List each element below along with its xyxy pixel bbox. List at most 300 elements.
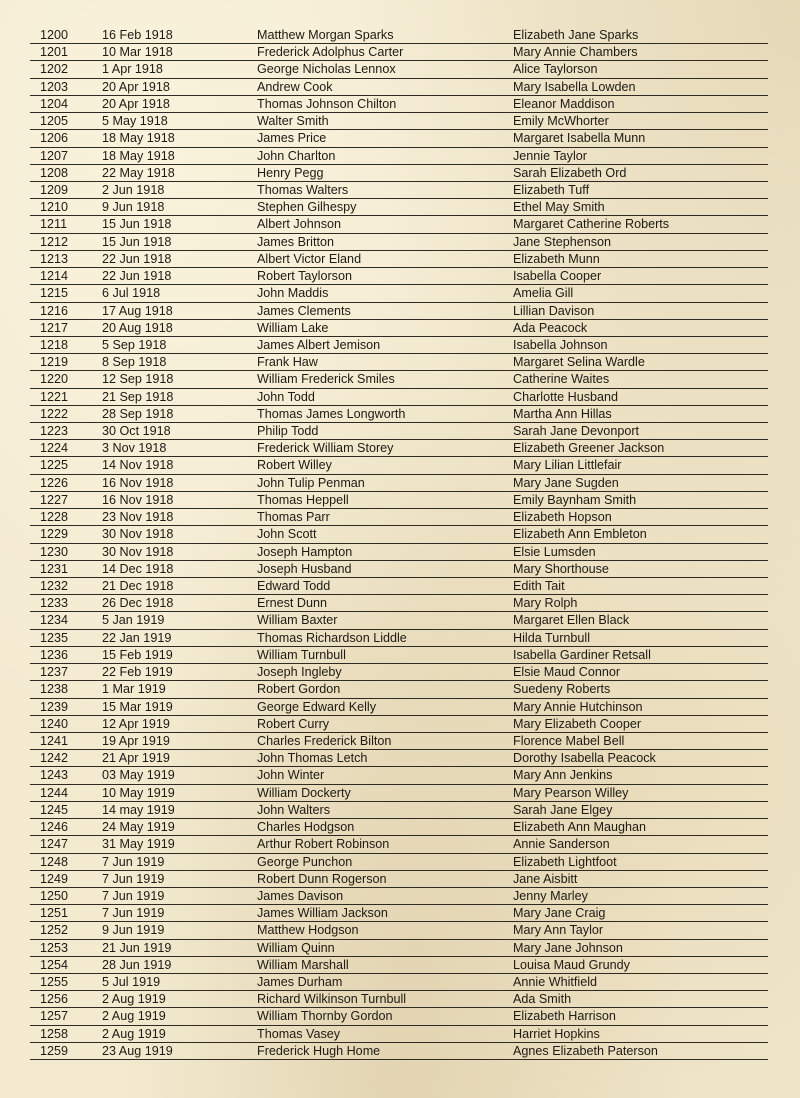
groom-name: James Durham: [257, 975, 343, 990]
groom-name: Philip Todd: [257, 424, 319, 439]
bride-name: Elizabeth Ann Embleton: [513, 527, 647, 542]
entry-number: 1203: [40, 79, 69, 94]
bride-name: Elsie Lumsden: [513, 544, 596, 559]
entry-number: 1222: [40, 406, 69, 421]
groom-name: James Price: [257, 131, 327, 146]
bride-name: Mary Jane Craig: [513, 906, 606, 921]
entry-number: 1253: [40, 940, 69, 955]
entry-number: 1223: [40, 424, 69, 439]
marriage-date: 20 Apr 1918: [102, 96, 170, 111]
marriage-date: 22 Jun 1918: [102, 269, 172, 284]
marriage-date: 12 Apr 1919: [102, 716, 170, 731]
bride-name: Jenny Marley: [513, 888, 588, 903]
marriage-date: 21 Dec 1918: [102, 579, 174, 593]
marriage-date: 15 Mar 1919: [102, 699, 173, 714]
entry-number: 1238: [40, 682, 69, 697]
bride-name: Lillian Davison: [513, 303, 595, 318]
entry-number: 1221: [40, 389, 69, 404]
bride-name: Isabella Johnson: [513, 337, 608, 352]
entry-number: 1205: [40, 114, 69, 129]
groom-name: William Marshall: [257, 957, 349, 972]
entry-number: 1225: [40, 458, 69, 473]
register-row: [30, 234, 768, 251]
register-row: [30, 44, 768, 61]
register-row: [30, 285, 768, 302]
entry-number: 1234: [40, 613, 69, 628]
bride-name: Sarah Jane Devonport: [513, 424, 640, 439]
bride-name: Mary Annie Hutchinson: [513, 699, 643, 714]
bride-name: Charlotte Husband: [513, 389, 619, 404]
marriage-date: 20 Apr 1918: [102, 79, 170, 94]
entry-number: 1259: [40, 1043, 69, 1058]
marriage-date: 2 Aug 1919: [102, 1009, 166, 1024]
marriage-date: 31 May 1919: [102, 837, 175, 852]
bride-name: Elizabeth Tuff: [513, 182, 590, 197]
marriage-date: 22 Jun 1918: [102, 251, 172, 266]
bride-name: Sarah Elizabeth Ord: [513, 165, 627, 180]
marriage-date: 15 Feb 1919: [102, 647, 173, 662]
register-row: [30, 595, 768, 612]
marriage-date: 2 Aug 1919: [102, 1026, 166, 1041]
register-row: [30, 406, 768, 423]
entry-number: 1200: [40, 28, 69, 42]
register-row: [30, 544, 768, 561]
marriage-date: 9 Jun 1919: [102, 923, 165, 938]
bride-name: Dorothy Isabella Peacock: [513, 751, 656, 766]
bride-name: Jennie Taylor: [513, 148, 587, 163]
register-row: [30, 251, 768, 268]
register-row: [30, 148, 768, 165]
groom-name: Robert Curry: [257, 716, 330, 731]
register-row: [30, 922, 768, 939]
entry-number: 1235: [40, 630, 69, 645]
groom-name: Matthew Hodgson: [257, 923, 359, 938]
entry-number: 1232: [40, 579, 69, 593]
entry-number: 1252: [40, 923, 69, 938]
bride-name: Isabella Cooper: [513, 269, 602, 284]
bride-name: Elizabeth Munn: [513, 251, 600, 266]
bride-name: Ada Smith: [513, 992, 572, 1007]
marriage-date: 21 Sep 1918: [102, 389, 174, 404]
entry-number: 1229: [40, 527, 69, 542]
register-row: [30, 750, 768, 767]
marriage-date: 28 Jun 1919: [102, 957, 172, 972]
register-row: [30, 199, 768, 216]
entry-number: 1217: [40, 320, 69, 335]
groom-name: Robert Willey: [257, 458, 332, 473]
marriage-date: 17 Aug 1918: [102, 303, 173, 318]
groom-name: Thomas Richardson Liddle: [257, 630, 407, 645]
groom-name: Joseph Hampton: [257, 544, 353, 559]
register-row: [30, 785, 768, 802]
groom-name: Arthur Robert Robinson: [257, 837, 390, 852]
groom-name: Frank Haw: [257, 355, 318, 370]
entry-number: 1236: [40, 647, 69, 662]
entry-number: 1209: [40, 182, 69, 197]
register-row: [30, 612, 768, 629]
entry-number: 1239: [40, 699, 69, 714]
groom-name: George Nicholas Lennox: [257, 62, 396, 77]
groom-name: Robert Gordon: [257, 682, 341, 697]
bride-name: Catherine Waites: [513, 372, 610, 387]
register-row: [30, 647, 768, 664]
marriage-date: 5 Sep 1918: [102, 337, 167, 352]
entry-number: 1213: [40, 251, 69, 266]
marriage-date: 7 Jun 1919: [102, 888, 165, 903]
entry-number: 1228: [40, 510, 69, 525]
marriage-date: 16 Feb 1918: [102, 28, 173, 42]
register-row: [30, 1008, 768, 1025]
bride-name: Emily Baynham Smith: [513, 492, 637, 507]
entry-number: 1256: [40, 992, 69, 1007]
entry-number: 1202: [40, 62, 69, 77]
bride-name: Margaret Catherine Roberts: [513, 217, 670, 232]
groom-name: John Charlton: [257, 148, 336, 163]
marriage-date: 18 May 1918: [102, 131, 175, 146]
register-row: [30, 337, 768, 354]
groom-name: William Frederick Smiles: [257, 372, 395, 387]
register-row: [30, 440, 768, 457]
marriage-date: 2 Aug 1919: [102, 992, 166, 1007]
bride-name: Louisa Maud Grundy: [513, 957, 630, 972]
register-row: [30, 509, 768, 526]
marriage-date: 23 Aug 1919: [102, 1043, 173, 1058]
marriage-date: 2 Jun 1918: [102, 182, 165, 197]
bride-name: Mary Jane Johnson: [513, 940, 623, 955]
bride-name: Isabella Gardiner Retsall: [513, 647, 651, 662]
marriage-date: 1 Apr 1918: [102, 62, 163, 77]
register-row: [30, 165, 768, 182]
marriage-date: 5 Jul 1919: [102, 975, 161, 990]
entry-number: 1246: [40, 820, 69, 835]
marriage-date: 30 Nov 1918: [102, 544, 174, 559]
marriage-date: 14 may 1919: [102, 802, 175, 817]
entry-number: 1212: [40, 234, 69, 249]
register-row: [30, 389, 768, 406]
groom-name: George Punchon: [257, 854, 353, 869]
register-row: [30, 854, 768, 871]
bride-name: Elizabeth Lightfoot: [513, 854, 617, 869]
groom-name: James Albert Jemison: [257, 337, 381, 352]
groom-name: Henry Pegg: [257, 165, 324, 180]
marriage-date: 8 Sep 1918: [102, 355, 167, 370]
register-row: [30, 681, 768, 698]
register-row: [30, 991, 768, 1008]
marriage-date: 22 May 1918: [102, 165, 175, 180]
entry-number: 1244: [40, 785, 69, 800]
marriage-date: 28 Sep 1918: [102, 406, 174, 421]
register-row: [30, 61, 768, 78]
groom-name: John Winter: [257, 768, 325, 783]
groom-name: Matthew Morgan Sparks: [257, 28, 394, 42]
bride-name: Emily McWhorter: [513, 114, 609, 129]
entry-number: 1248: [40, 854, 69, 869]
groom-name: William Lake: [257, 320, 329, 335]
marriage-date: 1 Mar 1919: [102, 682, 166, 697]
bride-name: Elizabeth Harrison: [513, 1009, 616, 1024]
entry-number: 1219: [40, 355, 69, 370]
entry-number: 1240: [40, 716, 69, 731]
register-row: [30, 1026, 768, 1043]
marriage-date: 6 Jul 1918: [102, 286, 161, 301]
register-row: [30, 578, 768, 595]
entry-number: 1220: [40, 372, 69, 387]
marriage-date: 15 Jun 1918: [102, 217, 172, 232]
groom-name: William Thornby Gordon: [257, 1009, 393, 1024]
entry-number: 1218: [40, 337, 69, 352]
bride-name: Elizabeth Ann Maughan: [513, 820, 647, 835]
bride-name: Mary Jane Sugden: [513, 475, 619, 490]
marriage-date: 15 Jun 1918: [102, 234, 172, 249]
groom-name: Frederick Adolphus Carter: [257, 45, 404, 60]
groom-name: John Walters: [257, 802, 331, 817]
register-row: [30, 974, 768, 991]
entry-number: 1245: [40, 802, 69, 817]
bride-name: Ethel May Smith: [513, 200, 605, 215]
entry-number: 1247: [40, 837, 69, 852]
register-row: [30, 457, 768, 474]
bride-name: Margaret Isabella Munn: [513, 131, 646, 146]
register-row: [30, 182, 768, 199]
register-row: [30, 303, 768, 320]
bride-name: Suedeny Roberts: [513, 682, 611, 697]
entry-number: 1208: [40, 165, 69, 180]
marriage-date: 24 May 1919: [102, 820, 175, 835]
marriage-date: 10 Mar 1918: [102, 45, 173, 60]
register-row: [30, 492, 768, 509]
marriage-date: 03 May 1919: [102, 768, 175, 783]
bride-name: Margaret Ellen Black: [513, 613, 630, 628]
bride-name: Mary Lilian Littlefair: [513, 458, 622, 473]
register-row: [30, 561, 768, 578]
groom-name: Stephen Gilhespy: [257, 200, 357, 215]
groom-name: James Britton: [257, 234, 334, 249]
marriage-date: 16 Nov 1918: [102, 492, 174, 507]
groom-name: William Quinn: [257, 940, 335, 955]
register-row: [30, 957, 768, 974]
marriage-date: 14 Nov 1918: [102, 458, 174, 473]
bride-name: Elsie Maud Connor: [513, 665, 621, 680]
entry-number: 1257: [40, 1009, 69, 1024]
register-row: [30, 802, 768, 819]
register-row: [30, 96, 768, 113]
groom-name: John Tulip Penman: [257, 475, 365, 490]
marriage-date: 23 Nov 1918: [102, 510, 174, 525]
bride-name: Mary Annie Chambers: [513, 45, 638, 60]
groom-name: James William Jackson: [257, 906, 388, 921]
marriage-date: 22 Feb 1919: [102, 665, 173, 680]
entry-number: 1233: [40, 596, 69, 611]
groom-name: Thomas Vasey: [257, 1026, 341, 1041]
register-row: [30, 130, 768, 147]
groom-name: John Scott: [257, 527, 317, 542]
register-row: [30, 113, 768, 130]
groom-name: Frederick Hugh Home: [257, 1043, 381, 1058]
bride-name: Mary Shorthouse: [513, 561, 609, 576]
bride-name: Mary Ann Jenkins: [513, 768, 613, 783]
marriage-date: 19 Apr 1919: [102, 733, 170, 748]
register-row: [30, 836, 768, 853]
marriage-date: 18 May 1918: [102, 148, 175, 163]
bride-name: Amelia Gill: [513, 286, 574, 301]
marriage-date: 5 May 1918: [102, 114, 168, 129]
bride-name: Mary Pearson Willey: [513, 785, 629, 800]
entry-number: 1230: [40, 544, 69, 559]
entry-number: 1237: [40, 665, 69, 680]
marriage-date: 10 May 1919: [102, 785, 175, 800]
groom-name: John Todd: [257, 389, 315, 404]
entry-number: 1207: [40, 148, 69, 163]
entry-number: 1210: [40, 200, 69, 215]
marriage-date: 16 Nov 1918: [102, 475, 174, 490]
bride-name: Ada Peacock: [513, 320, 588, 335]
register-row: [30, 27, 768, 44]
groom-name: John Thomas Letch: [257, 751, 368, 766]
groom-name: George Edward Kelly: [257, 699, 377, 714]
groom-name: Robert Taylorson: [257, 269, 352, 284]
register-row: [30, 1043, 768, 1060]
groom-name: John Maddis: [257, 286, 329, 301]
register-row: [30, 767, 768, 784]
register-row: [30, 354, 768, 371]
entry-number: 1226: [40, 475, 69, 490]
groom-name: Thomas James Longworth: [257, 406, 406, 421]
groom-name: Walter Smith: [257, 114, 329, 129]
marriage-date: 5 Jan 1919: [102, 613, 165, 628]
marriage-date: 26 Dec 1918: [102, 596, 174, 611]
entry-number: 1231: [40, 561, 69, 576]
bride-name: Elizabeth Hopson: [513, 510, 612, 525]
groom-name: William Dockerty: [257, 785, 351, 800]
groom-name: Albert Johnson: [257, 217, 342, 232]
bride-name: Agnes Elizabeth Paterson: [513, 1043, 658, 1058]
marriage-date: 21 Apr 1919: [102, 751, 170, 766]
bride-name: Elizabeth Greener Jackson: [513, 441, 665, 456]
marriage-date: 7 Jun 1919: [102, 854, 165, 869]
bride-name: Mary Ann Taylor: [513, 923, 604, 938]
register-row: [30, 888, 768, 905]
register-row: [30, 320, 768, 337]
groom-name: Frederick William Storey: [257, 441, 394, 456]
groom-name: Joseph Husband: [257, 561, 352, 576]
bride-name: Florence Mabel Bell: [513, 733, 625, 748]
bride-name: Hilda Turnbull: [513, 630, 591, 645]
marriage-date: 7 Jun 1919: [102, 906, 165, 921]
marriage-date: 3 Nov 1918: [102, 441, 167, 456]
entry-number: 1251: [40, 906, 69, 921]
bride-name: Annie Sanderson: [513, 837, 610, 852]
bride-name: Jane Aisbitt: [513, 871, 578, 886]
groom-name: James Clements: [257, 303, 351, 318]
entry-number: 1206: [40, 131, 69, 146]
groom-name: William Turnbull: [257, 647, 346, 662]
bride-name: Mary Rolph: [513, 596, 578, 611]
entry-number: 1204: [40, 96, 69, 111]
register-row: [30, 699, 768, 716]
marriage-date: 21 Jun 1919: [102, 940, 172, 955]
groom-name: Thomas Walters: [257, 182, 349, 197]
register-row: [30, 630, 768, 647]
groom-name: Thomas Parr: [257, 510, 330, 525]
groom-name: Charles Frederick Bilton: [257, 733, 392, 748]
bride-name: Elizabeth Jane Sparks: [513, 28, 639, 42]
groom-name: Charles Hodgson: [257, 820, 355, 835]
groom-name: Richard Wilkinson Turnbull: [257, 992, 407, 1007]
groom-name: Joseph Ingleby: [257, 665, 342, 680]
bride-name: Harriet Hopkins: [513, 1026, 600, 1041]
entry-number: 1214: [40, 269, 69, 284]
entry-number: 1242: [40, 751, 69, 766]
entry-number: 1258: [40, 1026, 69, 1041]
bride-name: Eleanor Maddison: [513, 96, 615, 111]
groom-name: Thomas Johnson Chilton: [257, 96, 397, 111]
register-row: [30, 940, 768, 957]
entry-number: 1215: [40, 286, 69, 301]
entry-number: 1249: [40, 871, 69, 886]
entry-number: 1255: [40, 975, 69, 990]
groom-name: Albert Victor Eland: [257, 251, 362, 266]
marriage-date: 30 Oct 1918: [102, 424, 171, 439]
bride-name: Margaret Selina Wardle: [513, 355, 645, 370]
register-row: [30, 664, 768, 681]
register-row: [30, 79, 768, 96]
marriage-date: 22 Jan 1919: [102, 630, 172, 645]
register-row: [30, 268, 768, 285]
marriage-date: 12 Sep 1918: [102, 372, 174, 387]
register-row: [30, 716, 768, 733]
marriage-date: 30 Nov 1918: [102, 527, 174, 542]
marriage-register-list: [30, 27, 768, 1060]
bride-name: Annie Whitfield: [513, 975, 597, 990]
bride-name: Alice Taylorson: [513, 62, 598, 77]
register-row: [30, 733, 768, 750]
register-row: [30, 819, 768, 836]
entry-number: 1216: [40, 303, 69, 318]
bride-name: Mary Elizabeth Cooper: [513, 716, 642, 731]
marriage-date: 14 Dec 1918: [102, 561, 174, 576]
bride-name: Sarah Jane Elgey: [513, 802, 613, 817]
bride-name: Jane Stephenson: [513, 234, 612, 249]
groom-name: Robert Dunn Rogerson: [257, 871, 387, 886]
bride-name: Martha Ann Hillas: [513, 406, 612, 421]
entry-number: 1241: [40, 733, 69, 748]
groom-name: James Davison: [257, 888, 344, 903]
register-row: [30, 905, 768, 922]
entry-number: 1201: [40, 45, 69, 60]
register-row: [30, 526, 768, 543]
entry-number: 1254: [40, 957, 69, 972]
entry-number: 1227: [40, 492, 69, 507]
groom-name: Thomas Heppell: [257, 492, 349, 507]
entry-number: 1250: [40, 888, 69, 903]
register-row: [30, 216, 768, 233]
groom-name: Ernest Dunn: [257, 596, 328, 611]
bride-name: Edith Tait: [513, 579, 565, 593]
entry-number: 1243: [40, 768, 69, 783]
marriage-date: 9 Jun 1918: [102, 200, 165, 215]
entry-number: 1211: [40, 217, 68, 232]
groom-name: Edward Todd: [257, 579, 331, 593]
groom-name: William Baxter: [257, 613, 338, 628]
register-row: [30, 423, 768, 440]
marriage-date: 20 Aug 1918: [102, 320, 173, 335]
register-row: [30, 871, 768, 888]
bride-name: Mary Isabella Lowden: [513, 79, 636, 94]
register-row: [30, 371, 768, 388]
register-row: [30, 475, 768, 492]
entry-number: 1224: [40, 441, 69, 456]
groom-name: Andrew Cook: [257, 79, 333, 94]
